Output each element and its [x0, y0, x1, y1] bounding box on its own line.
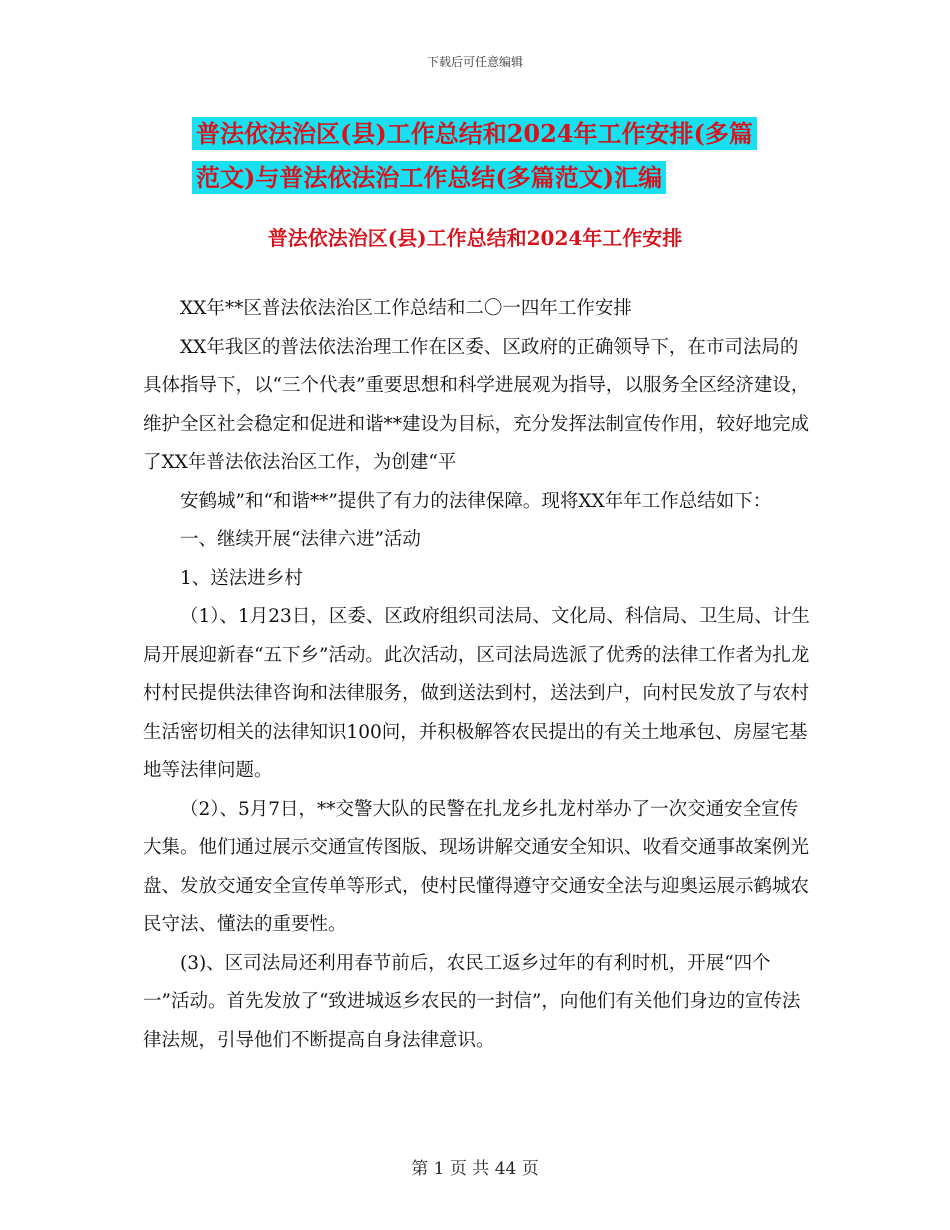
paragraph: 一、继续开展“法律六进”活动	[180, 529, 421, 550]
page-footer: 第 1 页 共 44 页	[411, 1159, 539, 1179]
main-title-line-2: 范文)与普法依法治工作总结(多篇范文)汇编	[192, 161, 666, 194]
paragraph: (3)、区司法局还利用春节前后，农民工返乡过年的有利时机，开展“四个一”活动。首先发放了“致进城返乡农民的一封信”，向他们有关他们身边的宣传法律法规，引导他们不断提高自身法律意识。	[143, 952, 801, 1051]
main-title-line-1: 普法依法治区(县)工作总结和2024年工作安排(多篇	[192, 117, 757, 150]
paragraph: （1）、1月23日，区委、区政府组织司法局、文化局、科信局、卫生局、计生局开展迎新春“五下乡”活动。此次活动，区司法局选派了优秀的法律工作者为扎龙村村民提供法律咨询和法律服务，做到送法到村，送法到户，向村民发放了与农村生活密切相关的法律知识100问，并积极解答农民提出的有关土地承包、房屋宅基地等法律问题。	[143, 606, 810, 781]
paragraph: XX年**区普法依法治区工作总结和二〇一四年工作安排	[180, 298, 632, 319]
paragraph: XX年我区的普法依法治理工作在区委、区政府的正确领导下，在市司法局的具体指导下，以“三个代表”重要思想和科学进展观为指导，以服务全区经济建设，维护全区社会稳定和促进和谐**建设为目标，充分发挥法制宣传作用，较好地完成了XX年普法依法治区工作，为创建“平	[143, 336, 810, 473]
paragraph: 安鹤城”和“和谐**”提供了有力的法律保障。现将XX年年工作总结如下：	[180, 490, 772, 512]
section-title: 普法依法治区(县)工作总结和2024年工作安排	[267, 226, 683, 250]
paragraph: （2）、5月7日，**交警大队的民警在扎龙乡扎龙村举办了一次交通安全宣传大集。他们通过展示交通宣传图版、现场讲解交通安全知识、收看交通事故案例光盘、发放交通安全宣传单等形式，使村民懂得遵守交通安全法与迎奥运展示鹤城农民守法、懂法的重要性。	[143, 798, 810, 935]
paragraph: 1、送法进乡村	[180, 567, 303, 589]
document-body	[143, 290, 813, 1060]
header-note: 下载后可任意编辑	[426, 55, 523, 69]
